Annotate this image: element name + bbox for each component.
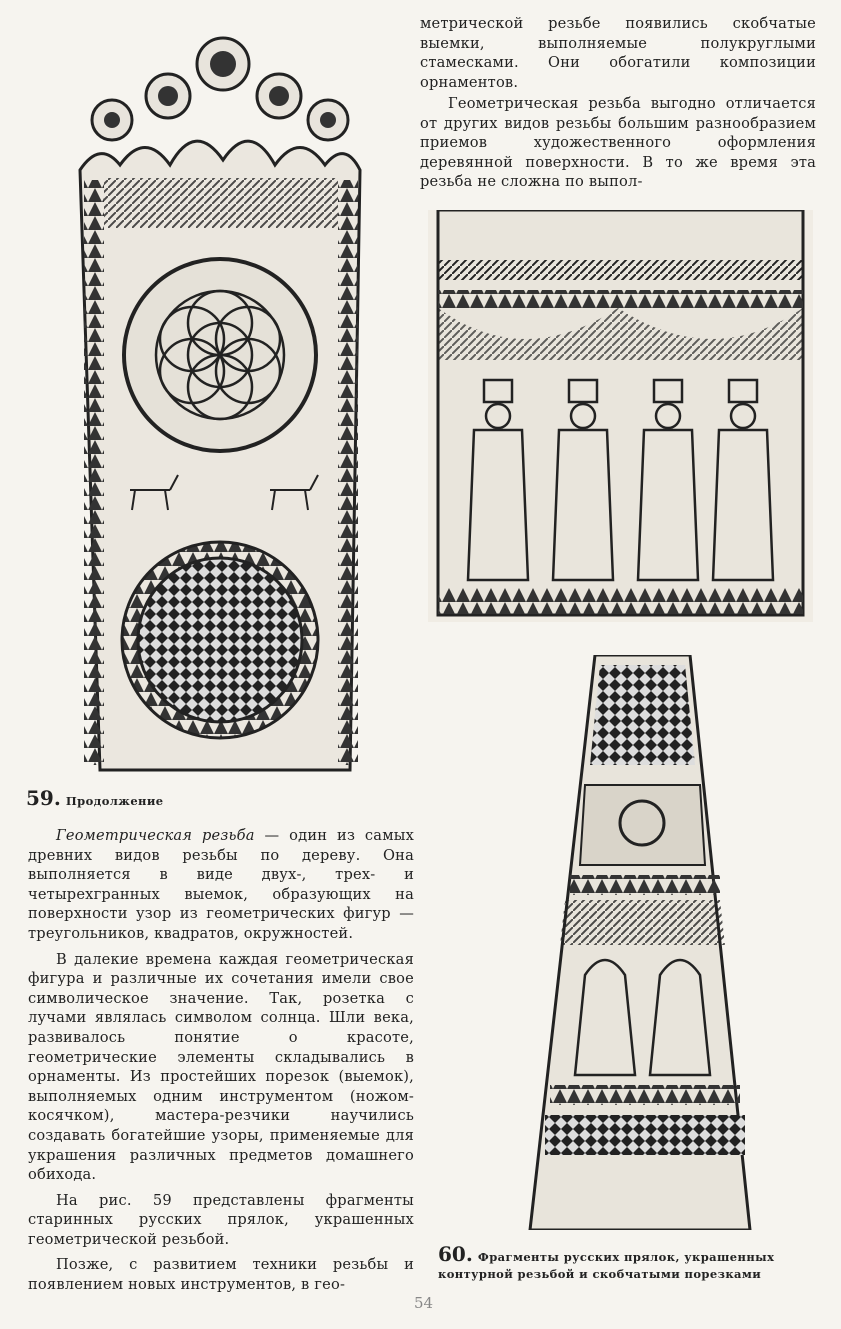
figure-60-tapered-distaff (525, 655, 755, 1230)
caption-59-text: Продолжение (65, 794, 164, 808)
caption-60-number: 60. (438, 1242, 473, 1266)
caption-60-text: Фрагменты русских прялок, украшенных контурной резьбой и скобчатыми порезками (438, 1250, 775, 1281)
definition-text: — один из самых древних видов резьбы по дереву. Она выполняется в виде двух-, трех- и четырехгранных выемок, образующих на поверхности узор из геометрических фигур — треугольников, квадратов, окружностей. (28, 827, 414, 942)
caption-59 (26, 786, 164, 810)
top-paragraph-geometric-advantages: Геометрическая резьба выгодно отличается от других видов резьбы большим разнообразием приемов художественного оформления деревянной поверхности. В то же время эта резьба не сложна по выпол- (420, 95, 816, 191)
caption-60 (438, 1242, 822, 1282)
top-paragraph-continuation: метрической резьбе появились скобчатые выемки, выполняемые полукруглыми стамесками. Они обогатили композиции орнаментов. (420, 15, 816, 91)
figure-59-distaff-carving (60, 20, 380, 780)
paragraph-later-development: Позже, с развитием техники резьбы и появлением новых инструментов, в гео- (28, 1256, 414, 1294)
figure-60-panel-with-figures (428, 210, 813, 622)
caption-59-number: 59. (26, 786, 61, 810)
term-geometric-carving: Геометрическая резьба (56, 827, 255, 844)
paragraph-symbolism: В далекие времена каждая геометрическая фигура и различные их сочетания имели свое символическое значение. Так, розетка с лучами являлась символом солнца. Шли века, развивалось понятие о красоте, геометрические элементы складывались в орнаменты. Из простейших порезок (выемок), выполняемых одним инструментом (ножом-косячком), мастера-резчики научились создавать богатейшие узоры, применяемые для украшения различных предметов домашнего обихода. (28, 950, 414, 1184)
left-text-column (28, 826, 414, 1295)
paragraph-definition (28, 826, 414, 944)
page-number: 54 (414, 1294, 434, 1312)
paragraph-figure-reference: На рис. 59 представлены фрагменты старинных русских прялок, украшенных геометрической резьбой. (28, 1191, 414, 1248)
